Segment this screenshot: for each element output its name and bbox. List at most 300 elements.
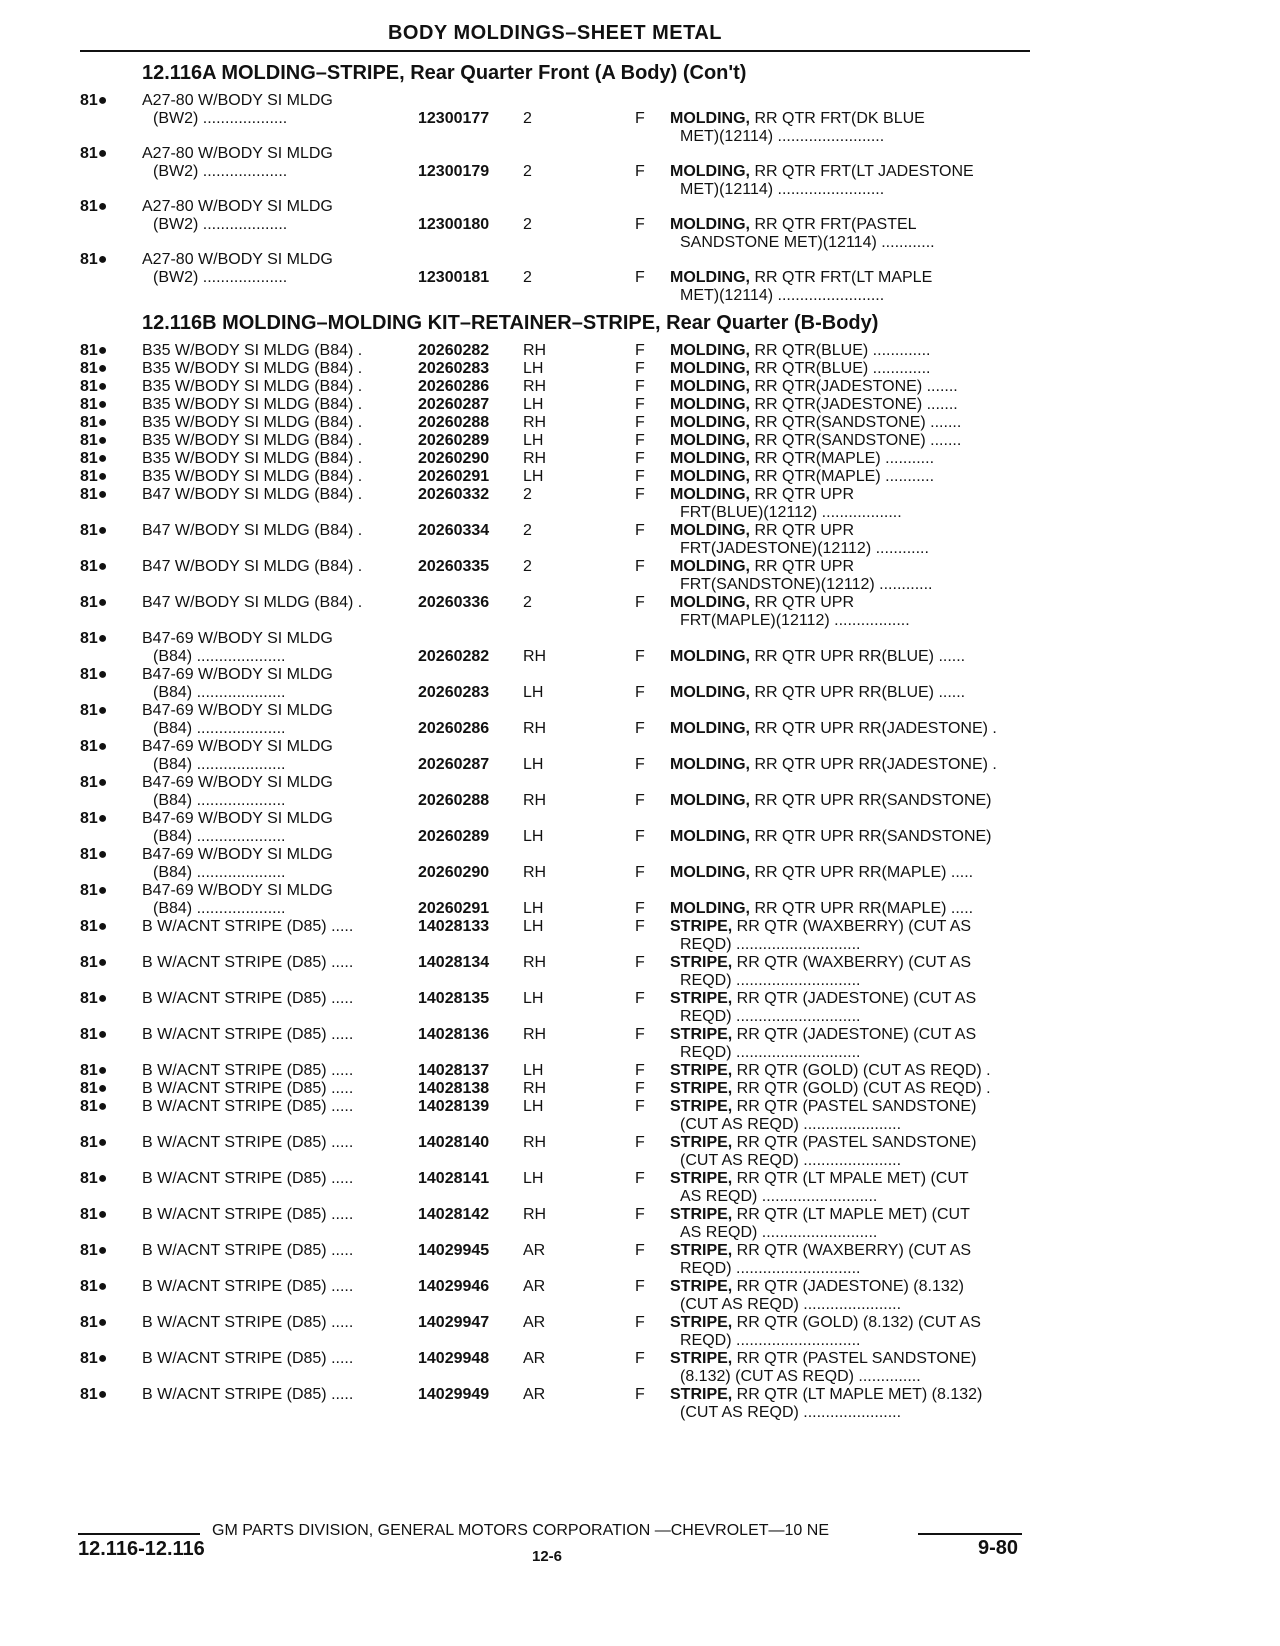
part-name-cont: FRT(BLUE)(12112) .................. [680, 504, 902, 521]
part-number: 14028140 [418, 1134, 490, 1151]
part-name [670, 594, 854, 611]
part-name-noun: MOLDING, [670, 216, 750, 233]
part-name-detail: RR QTR UPR [750, 594, 854, 611]
quantity: AR [523, 1242, 546, 1259]
part-name-noun: MOLDING, [670, 486, 750, 503]
part-description: B35 W/BODY SI MLDG (B84) . [142, 450, 363, 467]
footer-rule-right [918, 1533, 1022, 1535]
part-name-noun: MOLDING, [670, 360, 750, 377]
source-code: F [635, 1062, 645, 1079]
footer-date: 9-80 [978, 1537, 1019, 1559]
part-description: B W/ACNT STRIPE (D85) ..... [142, 1134, 354, 1151]
part-name-noun: MOLDING, [670, 720, 750, 737]
catalog-number: 81● [80, 378, 108, 395]
part-number: 12300177 [418, 110, 490, 127]
part-name-detail: RR QTR(SANDSTONE) ....... [750, 414, 962, 431]
source-code: F [635, 163, 645, 180]
part-number: 14028136 [418, 1026, 490, 1043]
source-code: F [635, 1386, 645, 1403]
part-name-noun: STRIPE, [670, 1026, 733, 1043]
quantity: LH [523, 468, 544, 485]
part-description-cont: (B84) .................... [153, 900, 286, 917]
source-code: F [635, 900, 645, 917]
parts-row [0, 1026, 1280, 1066]
catalog-number: 81● [80, 1206, 108, 1223]
part-name-detail: RR QTR (JADESTONE) (CUT AS [732, 1026, 977, 1043]
part-name [670, 1206, 970, 1223]
part-description: B47-69 W/BODY SI MLDG [142, 774, 333, 791]
part-number: 14028137 [418, 1062, 490, 1079]
footer-page-number: 12-6 [532, 1548, 563, 1565]
catalog-number: 81● [80, 1098, 108, 1115]
part-name-noun: MOLDING, [670, 163, 750, 180]
part-name-noun: STRIPE, [670, 1062, 733, 1079]
parts-row [0, 1314, 1280, 1354]
part-name [670, 1386, 982, 1403]
catalog-number: 81● [80, 666, 108, 683]
part-name-noun: MOLDING, [670, 900, 750, 917]
part-description: B47-69 W/BODY SI MLDG [142, 702, 333, 719]
source-code: F [635, 720, 645, 737]
part-number: 14028141 [418, 1170, 490, 1187]
source-code: F [635, 432, 645, 449]
quantity: RH [523, 1206, 547, 1223]
part-name [670, 396, 958, 413]
catalog-number: 81● [80, 468, 108, 485]
part-description: B47 W/BODY SI MLDG (B84) . [142, 486, 363, 503]
part-name [670, 110, 925, 127]
catalog-number: 81● [80, 882, 108, 899]
source-code: F [635, 1026, 645, 1043]
source-code: F [635, 684, 645, 701]
part-number: 20260282 [418, 342, 490, 359]
part-name [670, 486, 854, 503]
part-name-detail: RR QTR FRT(PASTEL [750, 216, 917, 233]
part-description-cont: (B84) .................... [153, 792, 286, 809]
part-description: B35 W/BODY SI MLDG (B84) . [142, 396, 363, 413]
part-description: B W/ACNT STRIPE (D85) ..... [142, 1026, 354, 1043]
part-name-noun: STRIPE, [670, 1206, 733, 1223]
quantity: LH [523, 828, 544, 845]
part-name-detail: RR QTR (LT MAPLE MET) (CUT [732, 1206, 970, 1223]
part-name-noun: STRIPE, [670, 1080, 733, 1097]
part-name-cont: FRT(SANDSTONE)(12112) ............ [680, 576, 933, 593]
source-code: F [635, 1278, 645, 1295]
part-name [670, 269, 932, 286]
source-code: F [635, 756, 645, 773]
part-name-detail: RR QTR UPR RR(BLUE) ...... [750, 648, 966, 665]
part-number: 14028138 [418, 1080, 490, 1097]
parts-row [0, 1170, 1280, 1210]
part-number: 20260282 [418, 648, 490, 665]
source-code: F [635, 269, 645, 286]
part-name-cont: AS REQD) .......................... [680, 1188, 878, 1205]
part-name [670, 1278, 964, 1295]
part-name-noun: MOLDING, [670, 756, 750, 773]
parts-row [0, 558, 1280, 598]
parts-row [0, 1098, 1280, 1138]
catalog-number: 81● [80, 738, 108, 755]
part-number: 14029946 [418, 1278, 490, 1295]
part-description: B47-69 W/BODY SI MLDG [142, 738, 333, 755]
source-code: F [635, 342, 645, 359]
part-name-cont: REQD) ............................ [680, 972, 861, 989]
part-number: 20260335 [418, 558, 490, 575]
part-name [670, 1026, 976, 1043]
part-name [670, 1350, 976, 1367]
part-name-noun: MOLDING, [670, 110, 750, 127]
source-code: F [635, 1242, 645, 1259]
part-description: B35 W/BODY SI MLDG (B84) . [142, 342, 363, 359]
catalog-number: 81● [80, 954, 108, 971]
quantity: 2 [523, 269, 532, 286]
part-description: B W/ACNT STRIPE (D85) ..... [142, 1098, 354, 1115]
parts-row [0, 666, 1280, 706]
part-name-detail: RR QTR (PASTEL SANDSTONE) [732, 1134, 977, 1151]
part-name [670, 828, 992, 845]
part-name-noun: STRIPE, [670, 1170, 733, 1187]
source-code: F [635, 378, 645, 395]
part-name [670, 756, 997, 773]
quantity: AR [523, 1314, 546, 1331]
part-description-cont: (B84) .................... [153, 756, 286, 773]
part-name [670, 918, 971, 935]
quantity: RH [523, 648, 547, 665]
source-code: F [635, 864, 645, 881]
part-name-noun: STRIPE, [670, 990, 733, 1007]
part-name-cont: REQD) ............................ [680, 1332, 861, 1349]
part-name-noun: STRIPE, [670, 1134, 733, 1151]
part-description: A27-80 W/BODY SI MLDG [142, 251, 333, 268]
part-description-cont: (BW2) ................... [153, 163, 288, 180]
part-name-noun: STRIPE, [670, 954, 733, 971]
part-name-detail: RR QTR (GOLD) (CUT AS REQD) . [732, 1080, 991, 1097]
catalog-number: 81● [80, 522, 108, 539]
catalog-number: 81● [80, 594, 108, 611]
part-number: 14028134 [418, 954, 490, 971]
part-number: 20260287 [418, 396, 490, 413]
part-number: 14029945 [418, 1242, 490, 1259]
page-title: BODY MOLDINGS–SHEET METAL [387, 22, 722, 44]
catalog-number: 81● [80, 1386, 108, 1403]
parts-row [0, 1242, 1280, 1282]
part-name [670, 450, 934, 467]
parts-row [0, 918, 1280, 958]
parts-row [0, 810, 1280, 850]
parts-row [0, 251, 1280, 304]
parts-row [0, 1350, 1280, 1390]
part-name-detail: RR QTR(JADESTONE) ....... [750, 396, 958, 413]
catalog-number: 81● [80, 1242, 108, 1259]
parts-row [0, 198, 1280, 251]
parts-row [0, 1134, 1280, 1174]
catalog-number: 81● [80, 198, 108, 215]
quantity: LH [523, 900, 544, 917]
parts-row [0, 702, 1280, 742]
part-name-detail: RR QTR FRT(LT JADESTONE [750, 163, 974, 180]
part-name-noun: STRIPE, [670, 918, 733, 935]
part-name-noun: STRIPE, [670, 1350, 733, 1367]
part-description: A27-80 W/BODY SI MLDG [142, 92, 333, 109]
quantity: LH [523, 918, 544, 935]
part-name [670, 954, 971, 971]
catalog-number: 81● [80, 918, 108, 935]
part-description-cont: (B84) .................... [153, 828, 286, 845]
part-name-noun: MOLDING, [670, 828, 750, 845]
part-name-noun: MOLDING, [670, 432, 750, 449]
part-name-noun: MOLDING, [670, 648, 750, 665]
part-name [670, 1314, 981, 1331]
part-number: 20260290 [418, 864, 490, 881]
part-description: B W/ACNT STRIPE (D85) ..... [142, 1350, 354, 1367]
part-name-detail: RR QTR (JADESTONE) (CUT AS [732, 990, 977, 1007]
part-name-detail: RR QTR UPR [750, 486, 854, 503]
part-description: B W/ACNT STRIPE (D85) ..... [142, 1206, 354, 1223]
parts-row [0, 522, 1280, 562]
part-description: B47 W/BODY SI MLDG (B84) . [142, 522, 363, 539]
part-name-cont: (CUT AS REQD) ...................... [680, 1152, 902, 1169]
part-description-cont: (BW2) ................... [153, 216, 288, 233]
part-description: B W/ACNT STRIPE (D85) ..... [142, 1080, 354, 1097]
part-name-detail: RR QTR (GOLD) (8.132) (CUT AS [732, 1314, 981, 1331]
parts-row [0, 882, 1280, 922]
part-name-noun: STRIPE, [670, 1386, 733, 1403]
part-name-detail: RR QTR FRT(DK BLUE [750, 110, 925, 127]
part-number: 12300181 [418, 269, 490, 286]
part-description: B35 W/BODY SI MLDG (B84) . [142, 414, 363, 431]
part-name-detail: RR QTR FRT(LT MAPLE [750, 269, 933, 286]
part-name-detail: RR QTR (WAXBERRY) (CUT AS [732, 954, 972, 971]
catalog-number: 81● [80, 1026, 108, 1043]
part-name [670, 1062, 991, 1079]
part-number: 14028133 [418, 918, 490, 935]
catalog-number: 81● [80, 145, 108, 162]
part-description: B47-69 W/BODY SI MLDG [142, 882, 333, 899]
catalog-number: 81● [80, 414, 108, 431]
source-code: F [635, 792, 645, 809]
quantity: RH [523, 954, 547, 971]
source-code: F [635, 1350, 645, 1367]
quantity: LH [523, 360, 544, 377]
part-name-noun: STRIPE, [670, 1278, 733, 1295]
part-description: B35 W/BODY SI MLDG (B84) . [142, 432, 363, 449]
part-name-noun: STRIPE, [670, 1242, 733, 1259]
part-number: 14028139 [418, 1098, 490, 1115]
part-number: 20260290 [418, 450, 490, 467]
part-name-cont: REQD) ............................ [680, 1260, 861, 1277]
part-description-cont: (B84) .................... [153, 648, 286, 665]
catalog-number: 81● [80, 774, 108, 791]
part-description: B W/ACNT STRIPE (D85) ..... [142, 1278, 354, 1295]
part-name-detail: RR QTR(BLUE) ............. [750, 342, 931, 359]
part-name [670, 1080, 991, 1097]
source-code: F [635, 558, 645, 575]
part-name-detail: RR QTR (LT MAPLE MET) (8.132) [732, 1386, 983, 1403]
part-name-detail: RR QTR (LT MPALE MET) (CUT [732, 1170, 969, 1187]
part-number: 20260291 [418, 468, 490, 485]
part-number: 20260336 [418, 594, 490, 611]
source-code: F [635, 594, 645, 611]
catalog-number: 81● [80, 1134, 108, 1151]
catalog-number: 81● [80, 846, 108, 863]
catalog-number: 81● [80, 486, 108, 503]
part-name-noun: MOLDING, [670, 414, 750, 431]
quantity: RH [523, 792, 547, 809]
quantity: LH [523, 1098, 544, 1115]
part-name [670, 522, 854, 539]
part-description: B W/ACNT STRIPE (D85) ..... [142, 1170, 354, 1187]
part-number: 14028135 [418, 990, 490, 1007]
part-name [670, 558, 854, 575]
part-description-cont: (BW2) ................... [153, 269, 288, 286]
catalog-number: 81● [80, 990, 108, 1007]
part-name-noun: MOLDING, [670, 468, 750, 485]
quantity: LH [523, 1062, 544, 1079]
title-rule [80, 50, 1030, 52]
part-name [670, 648, 965, 665]
part-name-noun: MOLDING, [670, 269, 750, 286]
part-name-detail: RR QTR UPR [750, 558, 854, 575]
part-name-detail: RR QTR UPR [750, 522, 854, 539]
part-name-noun: MOLDING, [670, 684, 750, 701]
catalog-number: 81● [80, 360, 108, 377]
source-code: F [635, 1080, 645, 1097]
catalog-number: 81● [80, 1170, 108, 1187]
part-name-cont: (CUT AS REQD) ...................... [680, 1404, 902, 1421]
part-name [670, 342, 930, 359]
part-name-detail: RR QTR UPR RR(JADESTONE) . [750, 720, 997, 737]
part-name-cont: REQD) ............................ [680, 1044, 861, 1061]
part-name [670, 1242, 971, 1259]
catalog-number: 81● [80, 1080, 108, 1097]
quantity: RH [523, 378, 547, 395]
source-code: F [635, 414, 645, 431]
part-description: B35 W/BODY SI MLDG (B84) . [142, 378, 363, 395]
quantity: RH [523, 864, 547, 881]
part-number: 12300179 [418, 163, 490, 180]
part-number: 20260287 [418, 756, 490, 773]
catalog-number: 81● [80, 630, 108, 647]
part-description: B W/ACNT STRIPE (D85) ..... [142, 954, 354, 971]
part-number: 20260334 [418, 522, 490, 539]
catalog-number: 81● [80, 450, 108, 467]
quantity: 2 [523, 558, 532, 575]
quantity: AR [523, 1278, 546, 1295]
parts-row [0, 990, 1280, 1030]
source-code: F [635, 396, 645, 413]
part-name [670, 864, 973, 881]
source-code: F [635, 360, 645, 377]
part-name-cont: REQD) ............................ [680, 1008, 861, 1025]
part-description-cont: (BW2) ................... [153, 110, 288, 127]
footer-group-range: 12.116-12.116 [78, 1538, 205, 1560]
source-code: F [635, 990, 645, 1007]
part-name [670, 1098, 976, 1115]
source-code: F [635, 648, 645, 665]
part-name [670, 163, 974, 180]
catalog-number: 81● [80, 1278, 108, 1295]
part-number: 20260283 [418, 684, 490, 701]
parts-row [0, 774, 1280, 814]
quantity: 2 [523, 110, 532, 127]
part-name [670, 378, 958, 395]
quantity: LH [523, 396, 544, 413]
part-name-cont: AS REQD) .......................... [680, 1224, 878, 1241]
part-name-detail: RR QTR UPR RR(SANDSTONE) [750, 828, 992, 845]
part-name-noun: STRIPE, [670, 1314, 733, 1331]
catalog-number: 81● [80, 251, 108, 268]
part-description-cont: (B84) .................... [153, 684, 286, 701]
source-code: F [635, 450, 645, 467]
source-code: F [635, 1098, 645, 1115]
part-name-detail: RR QTR(BLUE) ............. [750, 360, 931, 377]
quantity: RH [523, 720, 547, 737]
parts-row [0, 738, 1280, 778]
source-code: F [635, 216, 645, 233]
quantity: 2 [523, 522, 532, 539]
quantity: LH [523, 432, 544, 449]
quantity: 2 [523, 486, 532, 503]
quantity: LH [523, 684, 544, 701]
part-description-cont: (B84) .................... [153, 864, 286, 881]
part-description: B47-69 W/BODY SI MLDG [142, 846, 333, 863]
quantity: 2 [523, 594, 532, 611]
part-description: B W/ACNT STRIPE (D85) ..... [142, 1314, 354, 1331]
part-description: B47-69 W/BODY SI MLDG [142, 666, 333, 683]
part-description: B W/ACNT STRIPE (D85) ..... [142, 990, 354, 1007]
part-number: 20260288 [418, 792, 490, 809]
quantity: RH [523, 342, 547, 359]
part-name-noun: MOLDING, [670, 378, 750, 395]
part-number: 20260286 [418, 720, 490, 737]
part-name-noun: MOLDING, [670, 522, 750, 539]
source-code: F [635, 522, 645, 539]
part-name-noun: MOLDING, [670, 342, 750, 359]
catalog-number: 81● [80, 1062, 108, 1079]
quantity: RH [523, 1080, 547, 1097]
catalog-number: 81● [80, 396, 108, 413]
source-code: F [635, 468, 645, 485]
parts-row [0, 145, 1280, 198]
footer-rule-left [78, 1533, 200, 1535]
catalog-number: 81● [80, 432, 108, 449]
part-name-detail: RR QTR(MAPLE) ........... [750, 468, 935, 485]
parts-row [0, 1386, 1280, 1426]
part-name-detail: RR QTR UPR RR(SANDSTONE) [750, 792, 992, 809]
source-code: F [635, 828, 645, 845]
part-name [670, 1170, 969, 1187]
catalog-number: 81● [80, 1314, 108, 1331]
part-name-detail: RR QTR UPR RR(MAPLE) ..... [750, 900, 974, 917]
part-name [670, 792, 992, 809]
part-name [670, 360, 930, 377]
part-name-detail: RR QTR(JADESTONE) ....... [750, 378, 958, 395]
source-code: F [635, 1206, 645, 1223]
part-name-cont: (8.132) (CUT AS REQD) .............. [680, 1368, 921, 1385]
section-heading: 12.116B MOLDING–MOLDING KIT–RETAINER–STRIPE, Rear Quarter (B-Body) [142, 312, 879, 334]
part-number: 14029947 [418, 1314, 490, 1331]
catalog-number: 81● [80, 702, 108, 719]
parts-row [0, 846, 1280, 886]
section-heading: 12.116A MOLDING–STRIPE, Rear Quarter Front (A Body) (Con't) [142, 62, 747, 84]
part-name-noun: MOLDING, [670, 594, 750, 611]
part-description: B W/ACNT STRIPE (D85) ..... [142, 918, 354, 935]
part-name-detail: RR QTR UPR RR(MAPLE) ..... [750, 864, 974, 881]
quantity: LH [523, 990, 544, 1007]
part-description: B47-69 W/BODY SI MLDG [142, 630, 333, 647]
part-name-cont: REQD) ............................ [680, 936, 861, 953]
part-number: 12300180 [418, 216, 490, 233]
